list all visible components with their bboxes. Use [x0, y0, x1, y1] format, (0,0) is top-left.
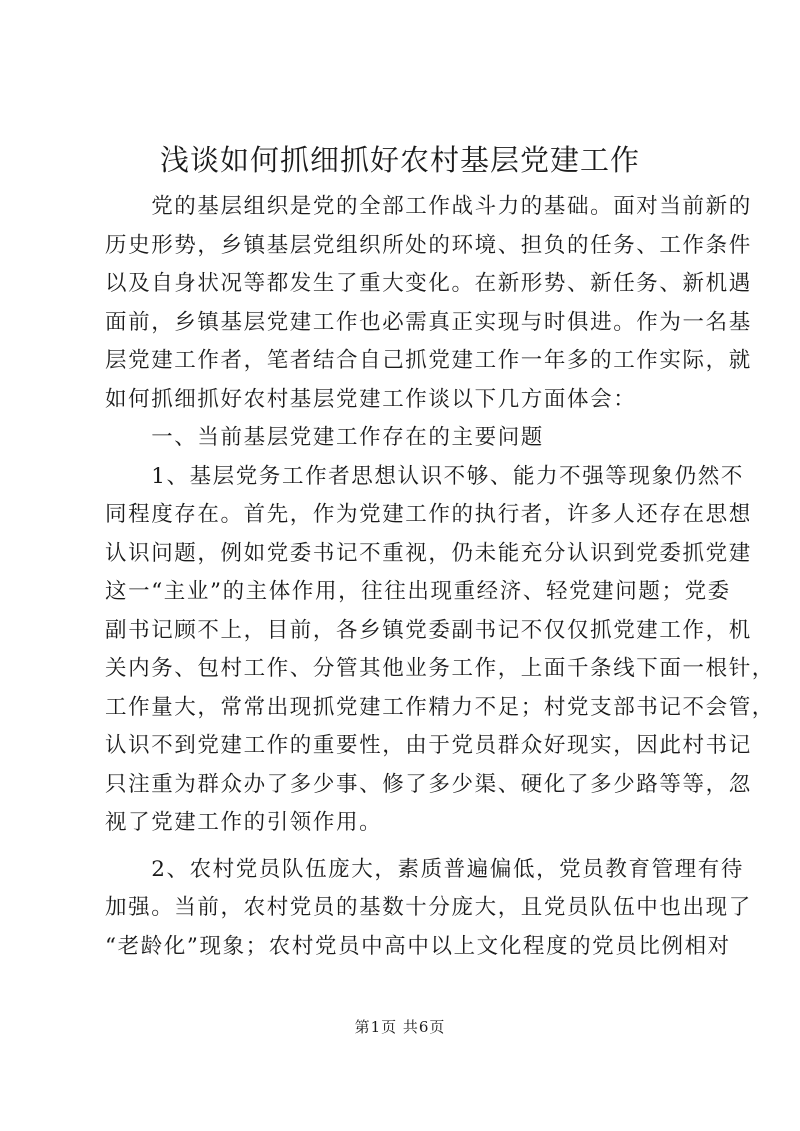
text-line: 只注重为群众办了多少事、修了多少渠、硬化了多少路等等，忽: [105, 771, 752, 797]
text-line: 认识问题，例如党委书记不重视，仍未能充分认识到党委抓党建: [105, 540, 752, 566]
text-line: 以及自身状况等都发生了重大变化。在新形势、新任务、新机遇: [105, 271, 752, 296]
text-line: 党的基层组织是党的全部工作战斗力的基础。面对当前新的: [105, 194, 752, 219]
text-line: 历史形势，乡镇基层党组织所处的环境、担负的任务、工作条件: [105, 232, 752, 258]
text-line: 视了党建工作的引领作用。: [105, 810, 383, 835]
text-line: 同程度存在。首先，作为党建工作的执行者，许多人还存在思想: [105, 502, 752, 527]
text-line: 加强。当前，农村党员的基数十分庞大，且党员队伍中也出现了: [105, 895, 752, 920]
text-line: 面前，乡镇基层党建工作也必需真正实现与时俱进。作为一名基: [105, 309, 752, 335]
paragraph-intro: [105, 188, 752, 419]
paragraph-gap: [105, 843, 705, 851]
document-body: [105, 188, 775, 966]
text-line: 副书记顾不上，目前，各乡镇党委副书记不仅仅抓党建工作，机: [105, 617, 752, 643]
paragraph-point-2: [105, 851, 752, 967]
text-line: 关内务、包村工作、分管其他业务工作，上面千条线下面一根针，: [105, 656, 775, 681]
text-line: 2、农村党员队伍庞大，素质普遍偏低，党员教育管理有待: [105, 856, 744, 882]
text-line: 层党建工作者，笔者结合自己抓党建工作一年多的工作实际，就: [105, 348, 752, 373]
section-heading: [105, 419, 705, 458]
text-line: “老龄化”现象；农村党员中高中以上文化程度的党员比例相对: [105, 933, 731, 959]
text-line: 认识不到党建工作的重要性，由于党员群众好现实，因此村书记: [105, 733, 752, 758]
text-line: 这一“主业”的主体作用，往往出现重经济、轻党建问题；党委: [105, 579, 731, 604]
page-number-footer: 第1页 共6页: [354, 1018, 446, 1036]
document-title: 浅谈如何抓细抓好农村基层党建工作: [159, 143, 640, 177]
text-line: 工作量大，常常出现抓党建工作精力不足；村党支部书记不会管，: [105, 694, 775, 720]
paragraph-point-1: [105, 458, 775, 843]
text-line: 1、基层党务工作者思想认识不够、能力不强等现象仍然不: [105, 463, 744, 489]
text-line: 如何抓细抓好农村基层党建工作谈以下几方面体会：: [105, 386, 637, 412]
heading-line: 一、当前基层党建工作存在的主要问题: [105, 425, 544, 450]
